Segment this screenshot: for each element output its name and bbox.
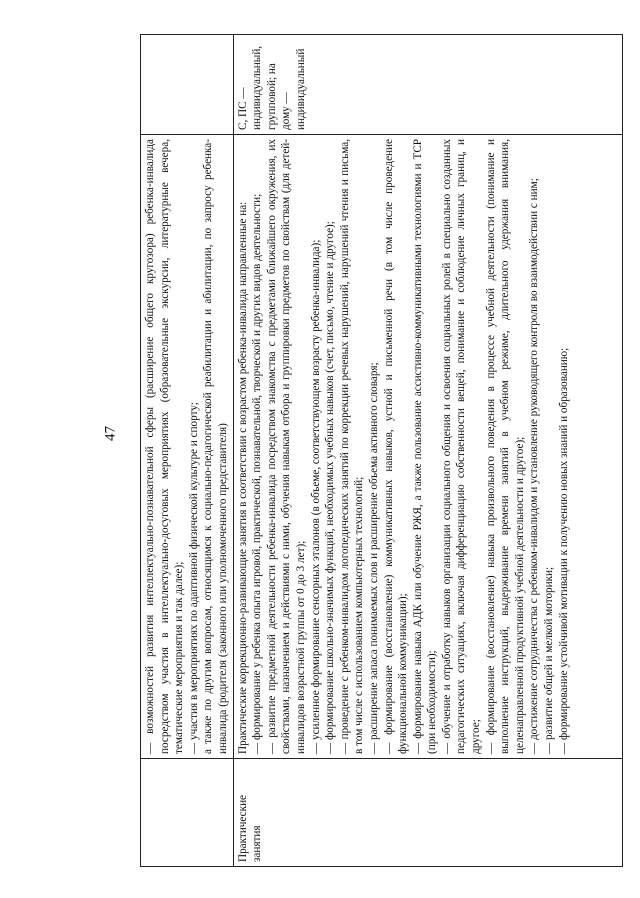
text-line: Практические коррекционно-развивающие занятия в соответствии с возрастом ребенка-инвалида направленные на: <box>236 201 249 754</box>
table-cell-form <box>141 759 234 867</box>
text-line: — формирование (восстановление) навыка произвольного поведения в процессе учебной деятельности (понимание и выполнение инструкций, выдерживание времени занятий в учебном режиме, длительного удержания внимания, целенаправленной продуктивной учебной деятельности и другое); <box>484 139 526 754</box>
text-line: — формирование устойчивой мотивации к получению новых знаний и образованию; <box>557 347 570 754</box>
text-line: — развитие общей и мелкой моторики; <box>543 566 556 754</box>
table-cell-content <box>233 135 622 759</box>
text-line: — возможностей развития интеллектуально-познавательной сферы (расширение общего кругозора) ребенка-инвалида посредством участия в интеллектуально-досуговых мероприятиях (образовательные экскурсии, литературные вечера, тематические мероприятия и так далее); <box>144 139 186 754</box>
table-cell-content <box>141 135 234 759</box>
table-cell-mode: С, ПС — индивидуальный, групповой; на дому — индивидуальный <box>233 35 622 135</box>
text-line: — проведение с ребенком-инвалидом логопедических занятий по коррекции речевых нарушений, нарушений чтения и письма, в том числе с использованием компьютерных технологий; <box>338 139 366 754</box>
text-line: — формирование навыка АДК или обучение РЖЯ, а также пользование ассистивно-коммуникативными технологиями и ТСР (при необходимости); <box>411 139 439 754</box>
text-line: — развитие предметной деятельности ребенка-инвалида посредством знакомства с предметами ближайшего окружения, их свойствами, назначением и действиями с ними, обучения навыкам отбора и группировки предметов по свойствам (для детей-инвалидов возрастной группы от 0 до 3 лет); <box>265 139 307 754</box>
text-line: — формирование (восстановление) коммуникативных навыков, устной и письменной речи (в том числе проведение функциональной коммуникации); <box>382 139 410 754</box>
text-line: — усиленное формирование сенсорных эталонов (в объеме, соответствующем возрасту ребенка-инвалида); <box>309 239 322 754</box>
table-row <box>141 35 234 867</box>
text-line: — расширение запаса понимаемых слов и расширение объема активного словаря; <box>367 362 380 754</box>
table-cell-form: Практические занятия <box>233 759 622 867</box>
services-table <box>140 34 623 867</box>
text-line: — формирование у ребенка опыта игровой, практической, познавательной, творческой и других видов деятельности; <box>251 193 264 754</box>
rotated-document <box>140 35 623 867</box>
text-line: — обучение и отработку навыков организации социального общения и освоения социальных ролей в специально созданных педагогических ситуациях, включая дифференциацию собственности вещей, понимание и соблюдение личных границ, и другое; <box>440 139 483 754</box>
table-cell-mode <box>141 35 234 135</box>
text-line: — достижение сотрудничества с ребенком-инвалидом и установление руководящего контроля во взаимодействии с ним; <box>528 178 541 754</box>
text-line: — участия в мероприятиях по адаптивной физической культуре и спорту; <box>187 402 200 754</box>
table-row <box>233 35 622 867</box>
page-number: 47 <box>102 426 119 441</box>
text-line: — формирование школьно-значимых функций, необходимых учебных навыков (счет, письмо, чтение и другое); <box>324 221 337 754</box>
text-line: а также по другим вопросам, относящимся к социально-педагогической реабилитации и абилитации, по запросу ребенка-инвалида (родителя (законного или уполномоченного представителя) <box>202 139 229 754</box>
